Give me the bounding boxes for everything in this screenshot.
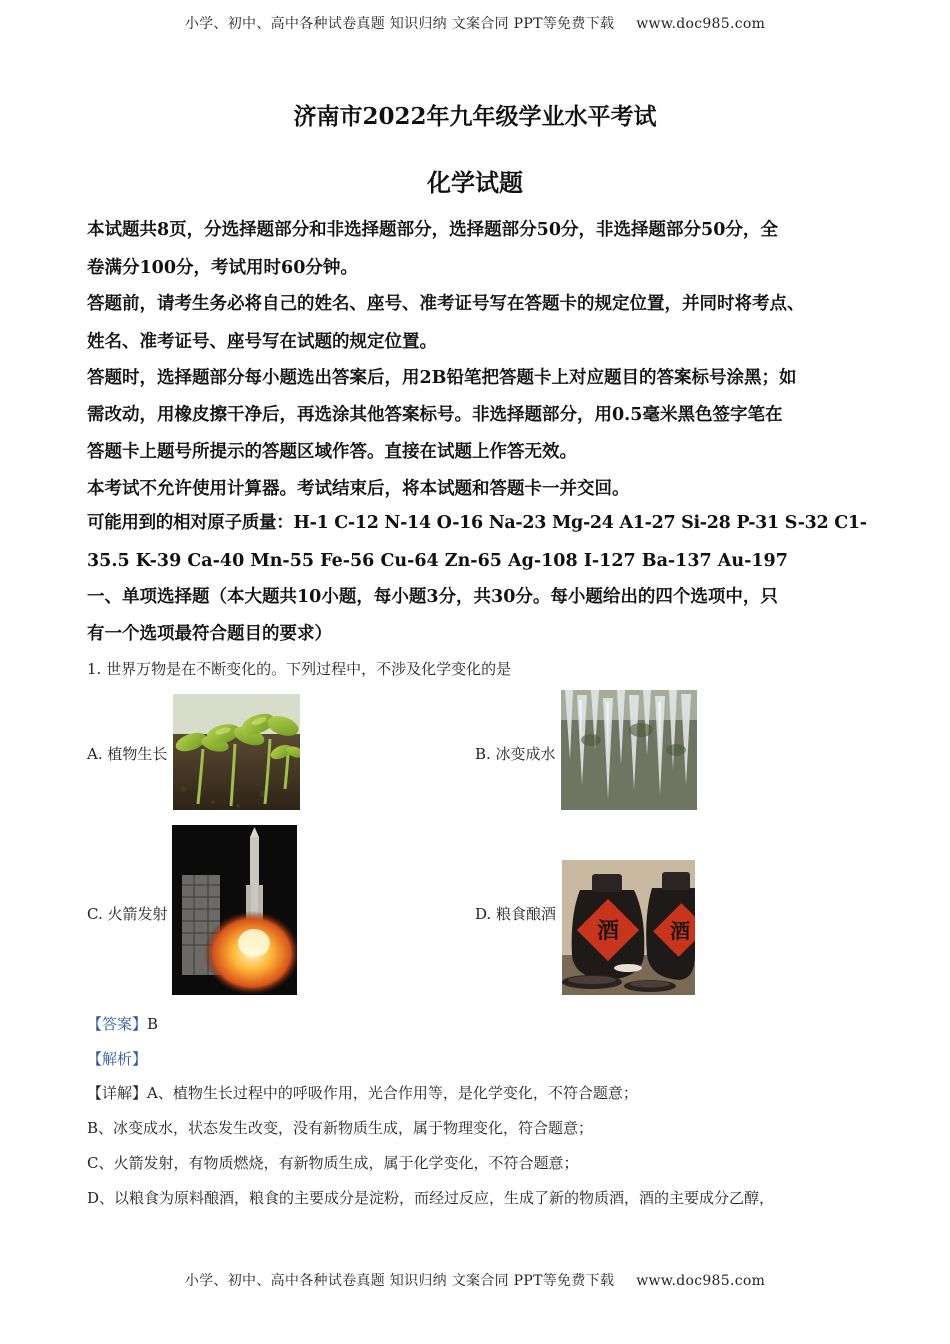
atomic-mass-line: 可能用到的相对原子质量：H-1 C-12 N-14 O-16 Na-23 Mg-24 A1-27 Si-28 P-31 S-32 C1- bbox=[87, 513, 867, 533]
icicles-image bbox=[561, 690, 697, 810]
detail-line bbox=[87, 1082, 867, 1104]
instruction-line: 本试题共8页，分选择题部分和非选择题部分，选择题部分50分，非选择题部分50分，全 bbox=[87, 220, 778, 240]
seedlings-image bbox=[173, 694, 300, 810]
instruction-line: 答题前，请考生务必将自己的姓名、座号、准考证号写在答题卡的规定位置，并同时将考点、 bbox=[87, 294, 805, 314]
analysis-tag: 【解析】 bbox=[87, 1050, 148, 1068]
rocket-launch-image bbox=[172, 825, 297, 995]
footer-text: 小学、初中、高中各种试卷真题 知识归纳 文案合同 PPT等免费下载 bbox=[184, 1273, 615, 1289]
instruction-line: 答题卡上题号所提示的答题区域作答。直接在试题上作答无效。 bbox=[87, 442, 577, 462]
answer-line bbox=[87, 1013, 867, 1035]
detail-tag: 【详解】 bbox=[87, 1084, 148, 1102]
option-d-label: D. 粮食酿酒 bbox=[475, 905, 557, 923]
exam-title: 济南市2022年九年级学业水平考试 bbox=[293, 103, 657, 130]
option-c-label: C. 火箭发射 bbox=[87, 905, 168, 923]
option-b-label: B. 冰变成水 bbox=[475, 745, 556, 763]
jar-character: 酒 bbox=[596, 918, 620, 944]
header-url[interactable]: www.doc985.com bbox=[636, 16, 766, 32]
detail-line: D、以粮食为原料酿酒，粮食的主要成分是淀粉，而经过反应，生成了新的物质酒，酒的主要成分乙醇， bbox=[87, 1189, 775, 1207]
section-heading: 有一个选项最符合题目的要求） bbox=[87, 624, 332, 644]
page-footer bbox=[0, 1270, 950, 1290]
jar-character: 酒 bbox=[670, 919, 690, 943]
detail-line: C、火箭发射，有物质燃烧，有新物质生成，属于化学变化，不符合题意； bbox=[87, 1154, 579, 1172]
instruction-line: 本考试不允许使用计算器。考试结束后，将本试题和答题卡一并交回。 bbox=[87, 479, 630, 499]
instruction-line: 答题时，选择题部分每小题选出答案后，用2B铅笔把答题卡上对应题目的答案标号涂黑；如 bbox=[87, 368, 797, 388]
page-header bbox=[0, 13, 950, 33]
instruction-line: 卷满分100分，考试用时60分钟。 bbox=[87, 258, 358, 278]
wine-jars-image bbox=[562, 860, 695, 995]
header-text: 小学、初中、高中各种试卷真题 知识归纳 文案合同 PPT等免费下载 bbox=[184, 16, 615, 32]
detail-line: B、冰变成水，状态发生改变，没有新物质生成，属于物理变化，符合题意； bbox=[87, 1119, 594, 1137]
atomic-mass-line: 35.5 K-39 Ca-40 Mn-55 Fe-56 Cu-64 Zn-65 Ag-108 I-127 Ba-137 Au-197 bbox=[87, 551, 788, 571]
option-a-label: A. 植物生长 bbox=[87, 745, 168, 763]
detail-text: A、植物生长过程中的呼吸作用，光合作用等，是化学变化，不符合题意； bbox=[147, 1084, 638, 1102]
instruction-line: 姓名、准考证号、座号写在试题的规定位置。 bbox=[87, 332, 437, 352]
question-stem: 1. 世界万物是在不断变化的。下列过程中，不涉及化学变化的是 bbox=[87, 660, 512, 678]
answer-value: B bbox=[147, 1015, 159, 1033]
section-heading: 一、单项选择题（本大题共10小题，每小题3分，共30分。每小题给出的四个选项中，只 bbox=[87, 587, 778, 607]
answer-tag: 【答案】 bbox=[87, 1015, 148, 1033]
footer-url[interactable]: www.doc985.com bbox=[636, 1273, 766, 1289]
exam-subtitle: 化学试题 bbox=[427, 168, 523, 197]
instruction-line: 需改动，用橡皮擦干净后，再选涂其他答案标号。非选择题部分，用0.5毫米黑色签字笔在 bbox=[87, 405, 783, 425]
